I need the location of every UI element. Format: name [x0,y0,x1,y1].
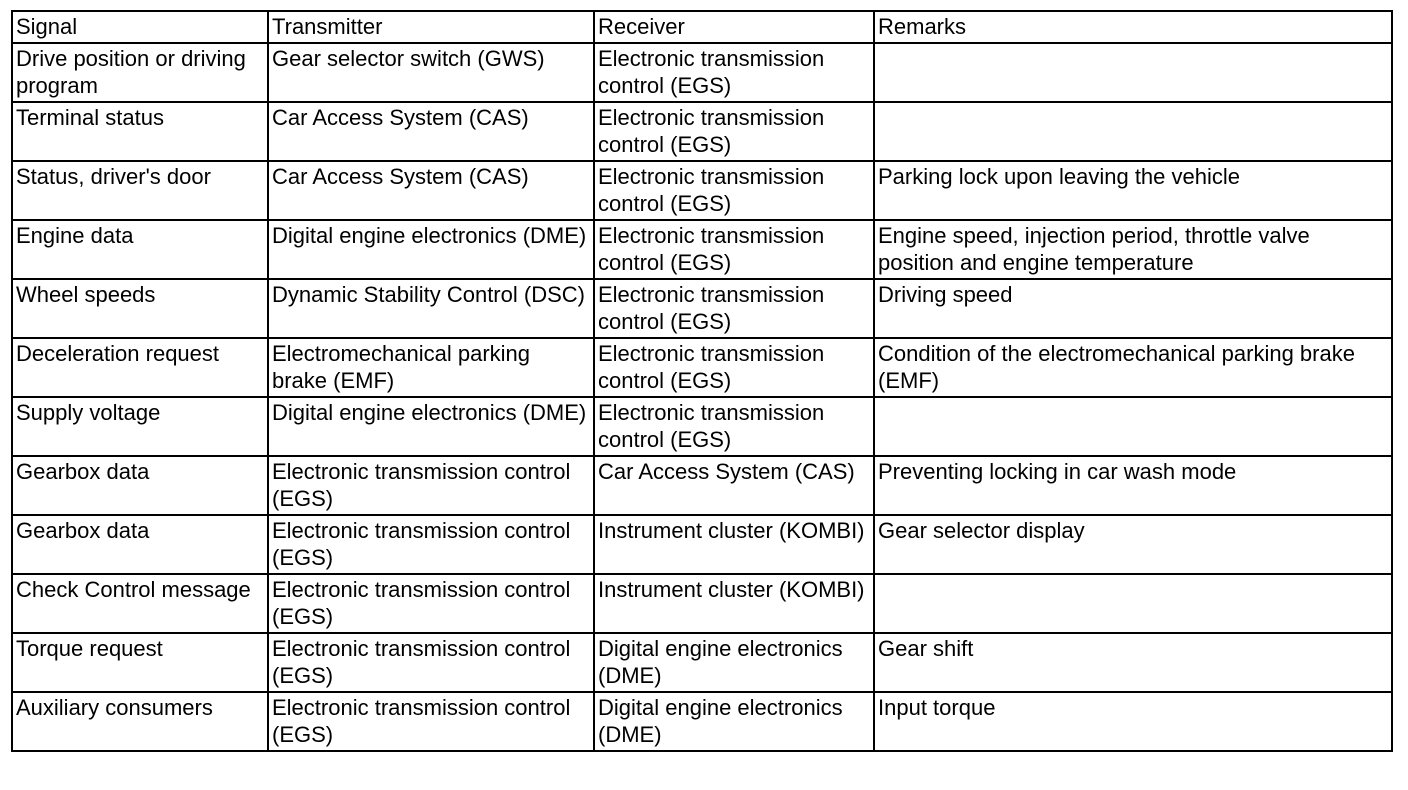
table-row [12,102,1392,161]
cell-remarks [874,574,1392,633]
cell-transmitter: Electronic transmission control (EGS) [268,456,594,515]
cell-remarks: Gear shift [874,633,1392,692]
cell-signal: Deceleration request [12,338,268,397]
cell-signal: Engine data [12,220,268,279]
cell-transmitter: Gear selector switch (GWS) [268,43,594,102]
cell-transmitter: Digital engine electronics (DME) [268,220,594,279]
cell-receiver: Electronic transmission control (EGS) [594,397,874,456]
cell-remarks [874,397,1392,456]
table-row [12,633,1392,692]
signal-table-container [11,10,1393,752]
cell-remarks [874,43,1392,102]
table-row [12,692,1392,751]
cell-transmitter: Electronic transmission control (EGS) [268,515,594,574]
cell-signal: Drive position or driving program [12,43,268,102]
header-receiver: Receiver [594,11,874,43]
cell-transmitter: Electromechanical parking brake (EMF) [268,338,594,397]
cell-receiver: Electronic transmission control (EGS) [594,338,874,397]
table-header-row [12,11,1392,43]
cell-receiver: Digital engine electronics (DME) [594,692,874,751]
table-row [12,515,1392,574]
cell-signal: Supply voltage [12,397,268,456]
cell-remarks: Condition of the electromechanical parking brake (EMF) [874,338,1392,397]
cell-signal: Gearbox data [12,456,268,515]
cell-transmitter: Car Access System (CAS) [268,161,594,220]
cell-receiver: Instrument cluster (KOMBI) [594,574,874,633]
cell-receiver: Electronic transmission control (EGS) [594,220,874,279]
cell-signal: Torque request [12,633,268,692]
table-row [12,279,1392,338]
header-signal: Signal [12,11,268,43]
cell-transmitter: Car Access System (CAS) [268,102,594,161]
cell-transmitter: Digital engine electronics (DME) [268,397,594,456]
table-row [12,43,1392,102]
table-row [12,574,1392,633]
cell-signal: Status, driver's door [12,161,268,220]
cell-receiver: Electronic transmission control (EGS) [594,102,874,161]
header-remarks: Remarks [874,11,1392,43]
cell-receiver: Instrument cluster (KOMBI) [594,515,874,574]
cell-signal: Wheel speeds [12,279,268,338]
cell-signal: Check Control message [12,574,268,633]
cell-remarks: Parking lock upon leaving the vehicle [874,161,1392,220]
cell-receiver: Car Access System (CAS) [594,456,874,515]
cell-transmitter: Dynamic Stability Control (DSC) [268,279,594,338]
cell-signal: Terminal status [12,102,268,161]
cell-remarks: Preventing locking in car wash mode [874,456,1392,515]
table-row [12,456,1392,515]
cell-remarks [874,102,1392,161]
header-transmitter: Transmitter [268,11,594,43]
cell-receiver: Electronic transmission control (EGS) [594,279,874,338]
cell-remarks: Driving speed [874,279,1392,338]
cell-receiver: Digital engine electronics (DME) [594,633,874,692]
cell-remarks: Input torque [874,692,1392,751]
cell-receiver: Electronic transmission control (EGS) [594,43,874,102]
cell-remarks: Gear selector display [874,515,1392,574]
cell-signal: Auxiliary consumers [12,692,268,751]
cell-transmitter: Electronic transmission control (EGS) [268,574,594,633]
signal-table [11,10,1393,752]
cell-signal: Gearbox data [12,515,268,574]
table-row [12,397,1392,456]
table-row [12,161,1392,220]
table-row [12,220,1392,279]
cell-remarks: Engine speed, injection period, throttle valve position and engine temperature [874,220,1392,279]
cell-receiver: Electronic transmission control (EGS) [594,161,874,220]
cell-transmitter: Electronic transmission control (EGS) [268,692,594,751]
table-row [12,338,1392,397]
cell-transmitter: Electronic transmission control (EGS) [268,633,594,692]
